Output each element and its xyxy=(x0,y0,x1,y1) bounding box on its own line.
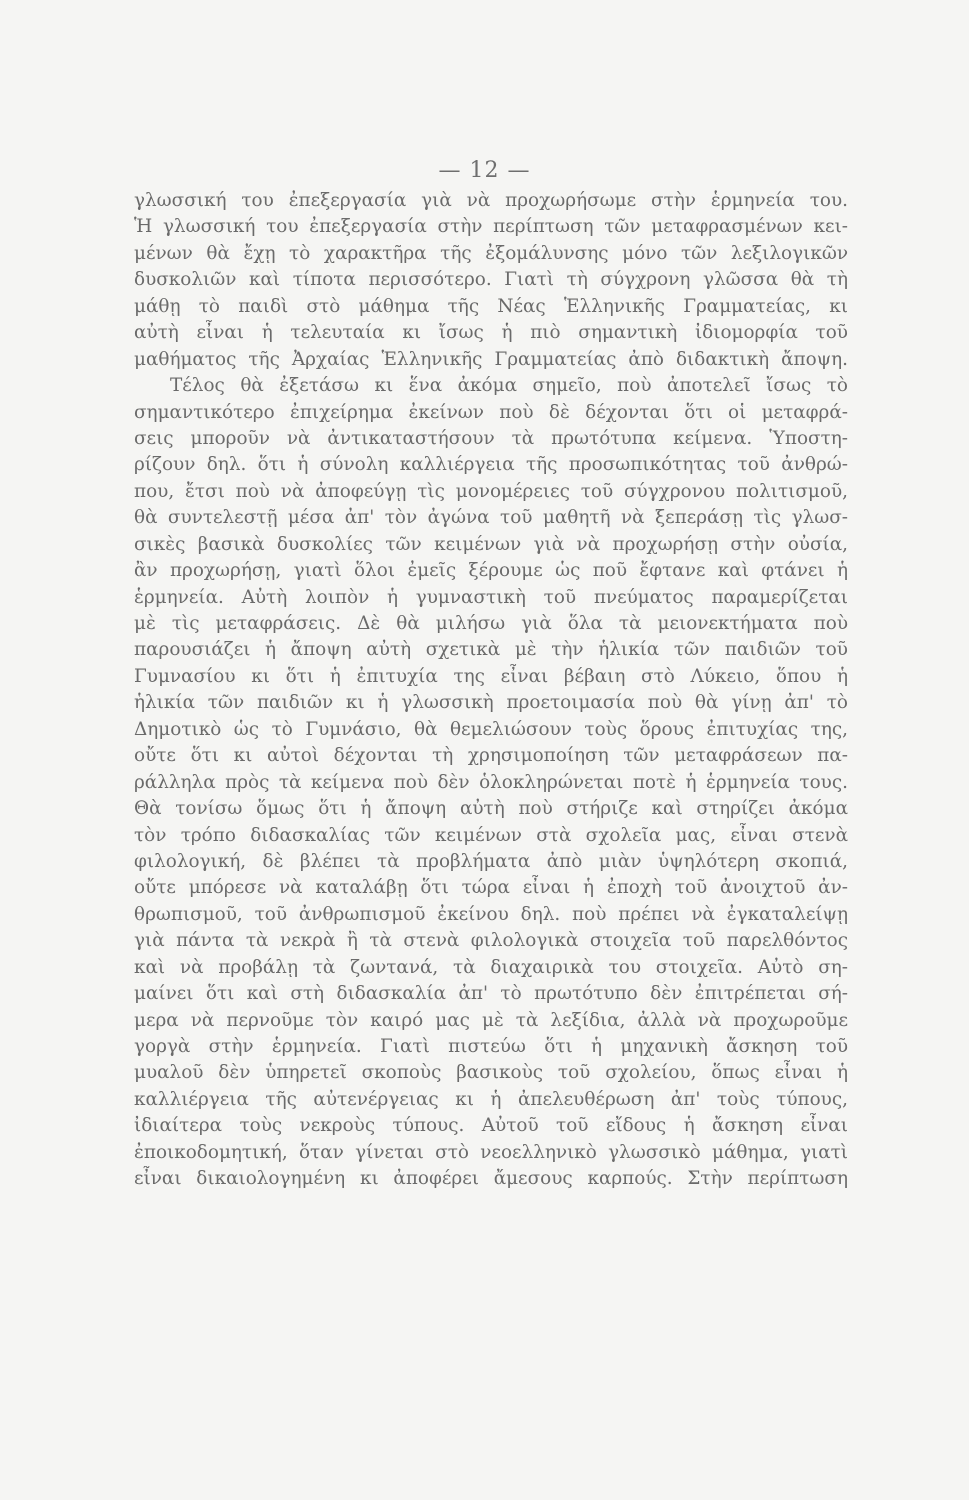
text-line: που, ἔτσι ποὺ νὰ ἀποφεύγῃ τὶς μονομέρειες τοῦ σύγχρονου πολιτισμοῦ, xyxy=(134,480,848,502)
text-line: παρουσιάζει ἡ ἄποψη αὐτὴ σχετικὰ μὲ τὴν ἡλικία τῶν παιδιῶν τοῦ xyxy=(134,639,848,661)
text-line: Γυμνασίου κι ὅτι ἡ ἐπιτυχία της εἶναι βέβαιη στὸ Λύκειο, ὅπου ἡ xyxy=(134,665,848,687)
text-line: σικὲς βασικὰ δυσκολίες τῶν κειμένων γιὰ νὰ προχωρήσῃ στὴν οὐσία, xyxy=(134,533,848,555)
text-line: ἂν προχωρήσῃ, γιατὶ ὅλοι ἐμεῖς ξέρουμε ὡς ποῦ ἔφτανε καὶ φτάνει ἡ xyxy=(134,560,848,582)
page-number: — 12 — xyxy=(438,158,531,183)
text-line: καὶ νὰ προβάλῃ τὰ ζωντανά, τὰ διαχαιρικὰ του στοιχεῖα. Αὐτὸ ση- xyxy=(134,956,848,978)
text-line: θρωπισμοῦ, τοῦ ἀνθρωπισμοῦ ἐκείνου δηλ. ποὺ πρέπει νὰ ἐγκαταλείψῃ xyxy=(134,903,848,925)
body-text xyxy=(134,188,848,1193)
text-line: ράλληλα πρὸς τὰ κείμενα ποὺ δὲν ὁλοκληρώνεται ποτὲ ἡ ἑρμηνεία τους. xyxy=(134,771,848,793)
text-line: οὔτε μπόρεσε νὰ καταλάβῃ ὅτι τώρα εἶναι ἡ ἐποχὴ τοῦ ἀνοιχτοῦ ἀν- xyxy=(134,877,848,899)
text-line: δυσκολιῶν καὶ τίποτα περισσότερο. Γιατὶ τὴ σύγχρονη γλῶσσα θὰ τὴ xyxy=(134,269,848,291)
text-line: σεις μποροῦν νὰ ἀντικαταστήσουν τὰ πρωτότυπα κείμενα. Ὑποστη- xyxy=(134,427,848,449)
text-line: Ἡ γλωσσική του ἐπεξεργασία στὴν περίπτωση τῶν μεταφρασμένων κει- xyxy=(134,216,848,238)
text-line: καλλιέργεια τῆς αὐτενέργειας κι ἡ ἀπελευθέρωση ἀπ' τοὺς τύπους, xyxy=(134,1088,848,1110)
text-line: ἑρμηνεία. Αὐτὴ λοιπὸν ἡ γυμναστικὴ τοῦ πνεύματος παραμερίζεται xyxy=(134,586,848,608)
text-line: φιλολογική, δὲ βλέπει τὰ προβλήματα ἀπὸ μιὰν ὑψηλότερη σκοπιά, xyxy=(134,850,848,872)
text-line: ἰδιαίτερα τοὺς νεκροὺς τύπους. Αὐτοῦ τοῦ εἴδους ἡ ἄσκηση εἶναι xyxy=(134,1115,848,1137)
text-line: μάθῃ τὸ παιδὶ στὸ μάθημα τῆς Νέας Ἑλληνικῆς Γραμματείας, κι xyxy=(134,295,848,317)
text-line: ἐποικοδομητική, ὅταν γίνεται στὸ νεοελληνικὸ γλωσσικὸ μάθημα, γιατὶ xyxy=(134,1141,848,1163)
text-line: μαθήματος τῆς Ἀρχαίας Ἑλληνικῆς Γραμματείας ἀπὸ διδακτικὴ ἄποψη. xyxy=(134,348,848,370)
text-line: σημαντικότερο ἐπιχείρημα ἐκείνων ποὺ δὲ δέχονται ὅτι οἱ μεταφρά- xyxy=(134,401,848,423)
text-line: μὲ τὶς μεταφράσεις. Δὲ θὰ μιλήσω γιὰ ὅλα τὰ μειονεκτήματα ποὺ xyxy=(134,613,848,634)
text-line: Δημοτικὸ ὡς τὸ Γυμνάσιο, θὰ θεμελιώσουν τοὺς ὅρους ἐπιτυχίας της, xyxy=(134,718,848,740)
text-line: ἡλικία τῶν παιδιῶν κι ἡ γλωσσικὴ προετοιμασία ποὺ θὰ γίνῃ ἀπ' τὸ xyxy=(134,692,848,714)
text-line: γλωσσική του ἐπεξεργασία γιὰ νὰ προχωρήσωμε στὴν ἑρμηνεία του. xyxy=(134,190,848,211)
text-line: αὐτὴ εἶναι ἡ τελευταία κι ἴσως ἡ πιὸ σημαντικὴ ἰδιομορφία τοῦ xyxy=(134,322,848,344)
text-line: μαίνει ὅτι καὶ στὴ διδασκαλία ἀπ' τὸ πρωτότυπο δὲν ἐπιτρέπεται σή- xyxy=(134,983,848,1005)
text-line: οὔτε ὅτι κι αὐτοὶ δέχονται τὴ χρησιμοποίηση τῶν μεταφράσεων πα- xyxy=(134,745,848,767)
text-line: γιὰ πάντα τὰ νεκρὰ ἢ τὰ στενὰ φιλολογικὰ στοιχεῖα τοῦ παρελθόντος xyxy=(134,930,848,952)
text-line: θὰ συντελεστῇ μέσα ἀπ' τὸν ἀγώνα τοῦ μαθητῆ νὰ ξεπεράσῃ τὶς γλωσ- xyxy=(134,507,848,529)
text-line: εἶναι δικαιολογημένη κι ἀποφέρει ἄμεσους καρπούς. Στὴν περίπτωση xyxy=(134,1168,848,1190)
text-line: μερα νὰ περνοῦμε τὸν καιρό μας μὲ τὰ λεξίδια, ἀλλὰ νὰ προχωροῦμε xyxy=(134,1009,848,1031)
text-line: Τέλος θὰ ἐξετάσω κι ἕνα ἀκόμα σημεῖο, ποὺ ἀποτελεῖ ἴσως τὸ xyxy=(170,375,848,397)
text-line: γοργὰ στὴν ἑρμηνεία. Γιατὶ πιστεύω ὅτι ἡ μηχανικὴ ἄσκηση τοῦ xyxy=(134,1036,848,1057)
text-line: ρίζουν δηλ. ὅτι ἡ σύνολη καλλιέργεια τῆς προσωπικότητας τοῦ ἀνθρώ- xyxy=(134,454,848,476)
text-line: μένων θὰ ἔχῃ τὸ χαρακτῆρα τῆς ἐξομάλυνσης μόνο τῶν λεξιλογικῶν xyxy=(134,242,848,264)
text-line: τὸν τρόπο διδασκαλίας τῶν κειμένων στὰ σχολεῖα μας, εἶναι στενὰ xyxy=(134,824,848,846)
text-line: μυαλοῦ δὲν ὑπηρετεῖ σκοποὺς βασικοὺς τοῦ σχολείου, ὅπως εἶναι ἡ xyxy=(134,1062,848,1084)
text-line: Θὰ τονίσω ὅμως ὅτι ἡ ἄποψη αὐτὴ ποὺ στήριζε καὶ στηρίζει ἀκόμα xyxy=(134,798,848,820)
